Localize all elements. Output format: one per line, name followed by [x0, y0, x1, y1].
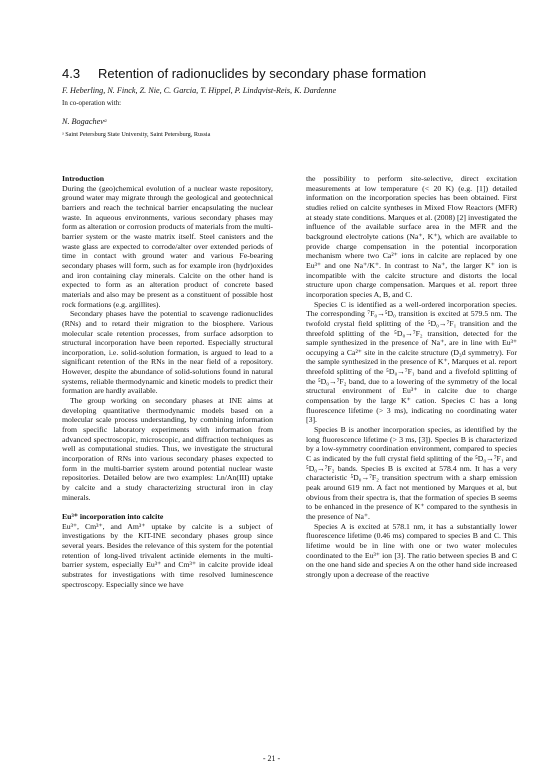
- paragraph: Species B is another incorporation species, as identified by the long fluorescence lifetime (> 3 ms, [3]). Species B is characterized by a low-symmetry coordination environment, compared to species C as indicated by the full crystal field splitting of the ⁵D₀→⁷F₁ and ⁵D₀→⁷F₂ bands. Species B is excited at 578.4 nm. It has a very characteristic ⁵D₀→⁷F₂ transition spectrum with a sharp emission peak around 619 nm. A fact not mentioned by Marques et al, but obvious from their spectra is, that the formation of species B seems to be enhanced in the presence of K⁺ compared to the synthesis in the presence of Na⁺.: [306, 425, 517, 521]
- spacer: [62, 502, 273, 512]
- paragraph: During the (geo)chemical evolution of a nuclear waste repository, ground water may migrate through the geological and geotechnical barriers and reach the technical barrier encapsulating the nuclear waste. In aqueous environments, various secondary phases may form as alteration or corrosion products of materials from the multi-barrier system or the waste matrix itself. Steel canisters and the waste glass are expected to corrode/alter over extended periods of time in contact with ground water and various Fe-bearing secondary phases will form, such as for example iron (hydr)oxides and iron containing clay minerals. Calcite on the other hand is expected to form as an alteration product of concrete based materials and also may be present as a constituent of possible host rock formations (e.g. argillites).: [62, 183, 273, 309]
- affiliation: ᵃ Saint Petersburg State University, Saint Petersburg, Russia: [62, 131, 211, 138]
- cooperation-label: In co-operation with:: [62, 99, 122, 107]
- page-number: - 21 -: [262, 754, 281, 763]
- section-title: Retention of radionuclides by secondary phase formation: [98, 66, 427, 81]
- intro-heading: Introduction: [62, 174, 105, 183]
- author-list: F. Heberling, N. Finck, Z. Nie, C. Garcia, T. Hippel, P. Lindqvist-Reis, K. Dardenne: [62, 86, 337, 95]
- left-column: [62, 174, 273, 589]
- paragraph: The group working on secondary phases at INE aims at developing quantitative thermodynamic models based on a molecular scale process understanding, by combining information from specific laboratory experiments with information from advanced spectroscopic, microscopic, and diffraction techniques as well as computational studies. Thus, we investigate the structural incorporation of RNs into various secondary phases expected to form in the multi-barrier system around potential nuclear waste repositories. Detailed below are two examples: Ln/An(III) uptake by calcite and a study characterizing structural iron in clay minerals.: [62, 396, 273, 502]
- section-number: 4.3: [62, 66, 81, 81]
- right-column: [306, 174, 517, 580]
- paragraph: the possibility to perform site-selective, direct excitation measurements at low temperature (< 20 K) (e.g. [1]) detailed information on the incorporation species has been obtained. First studies relied on calcite syntheses in Mixed Flow Reactors (MFR) at steady state conditions. Marques et al. (2008) [2] investigated the influence of the available surface area in the MFR and the background electrolyte cations (Na⁺, K⁺), which are available to provide charge compensation in the potential incorporation mechanism where two Ca²⁺ ions in calcite are replaced by one Eu³⁺ and one Na⁺/K⁺. In contrast to Na⁺, the larger K⁺ ion is incompatible with the calcite structure and distorts the local structure upon charge compensation. Marques et al. report three incorporation species A, B, and C.: [306, 174, 517, 299]
- paragraph: Species C is identified as a well-ordered incorporation species. The corresponding ⁷F₀→⁵D₀ transition is excited at 579.5 nm. The twofold crystal field splitting of the ⁵D₀→⁷F₁ transition and the threefold splitting of the ⁵D₀→⁷F₂ transition, detected for the sample synthesized in the presence of Na⁺, are in line with Eu³⁺ occupying a Ca²⁺ site in the calcite structure (D₃d symmetry). For the sample synthesized in the presence of K⁺, Marques et al. report threefold splitting of the ⁵D₀→⁷F₁ band and a fivefold splitting of the ⁵D₀→⁷F₂ band, due to a lowering of the symmetry of the local structural environment of Eu³⁺ in calcite due to charge compensation by the large K⁺ cation. Species C has a long fluorescence lifetime (> 3 ms), indicating no coordinating water [3].: [306, 299, 517, 425]
- paragraph: Secondary phases have the potential to scavenge radionuclides (RNs) and to retard their migration to the biosphere. Various molecular scale retention processes, from surface adsorption to structural incorporation have been reported. Especially structural incorporation, i.e. solid-solution formation, is argued to lead to a significant retention of the RNs in the near field of a repository. However, despite the abundance of solid-solutions found in natural systems, reliable thermodynamic and kinetic models to predict their formation are hardly available.: [62, 309, 273, 396]
- coauthor: N. Bogachevᵃ: [62, 117, 108, 126]
- paragraph: Species A is excited at 578.1 nm, it has a substantially lower fluorescence lifetime (0.46 ms) compared to species B and C. This lifetime would be in line with one or two water molecules coordinated to the Eu³⁺ ion [3]. The ratio between species B and C on the one hand side and species A on the other hand side increased strongly upon a decrease of the reactive: [306, 521, 517, 579]
- section-heading: [62, 66, 522, 81]
- paragraph: Eu³⁺, Cm³⁺, and Am³⁺ uptake by calcite is a subject of investigations by the KIT-INE secondary phases group since several years. Besides the relevance of this system for the potential retention of long-lived trivalent actinide elements in the multi-barrier system, especially Eu³⁺ and Cm³⁺ in calcite provide ideal substrates for investigations with time resolved luminescence spectroscopy. Especially since we have: [62, 521, 273, 589]
- eu-calcite-heading: Eu³⁺ incorporation into calcite: [62, 511, 164, 521]
